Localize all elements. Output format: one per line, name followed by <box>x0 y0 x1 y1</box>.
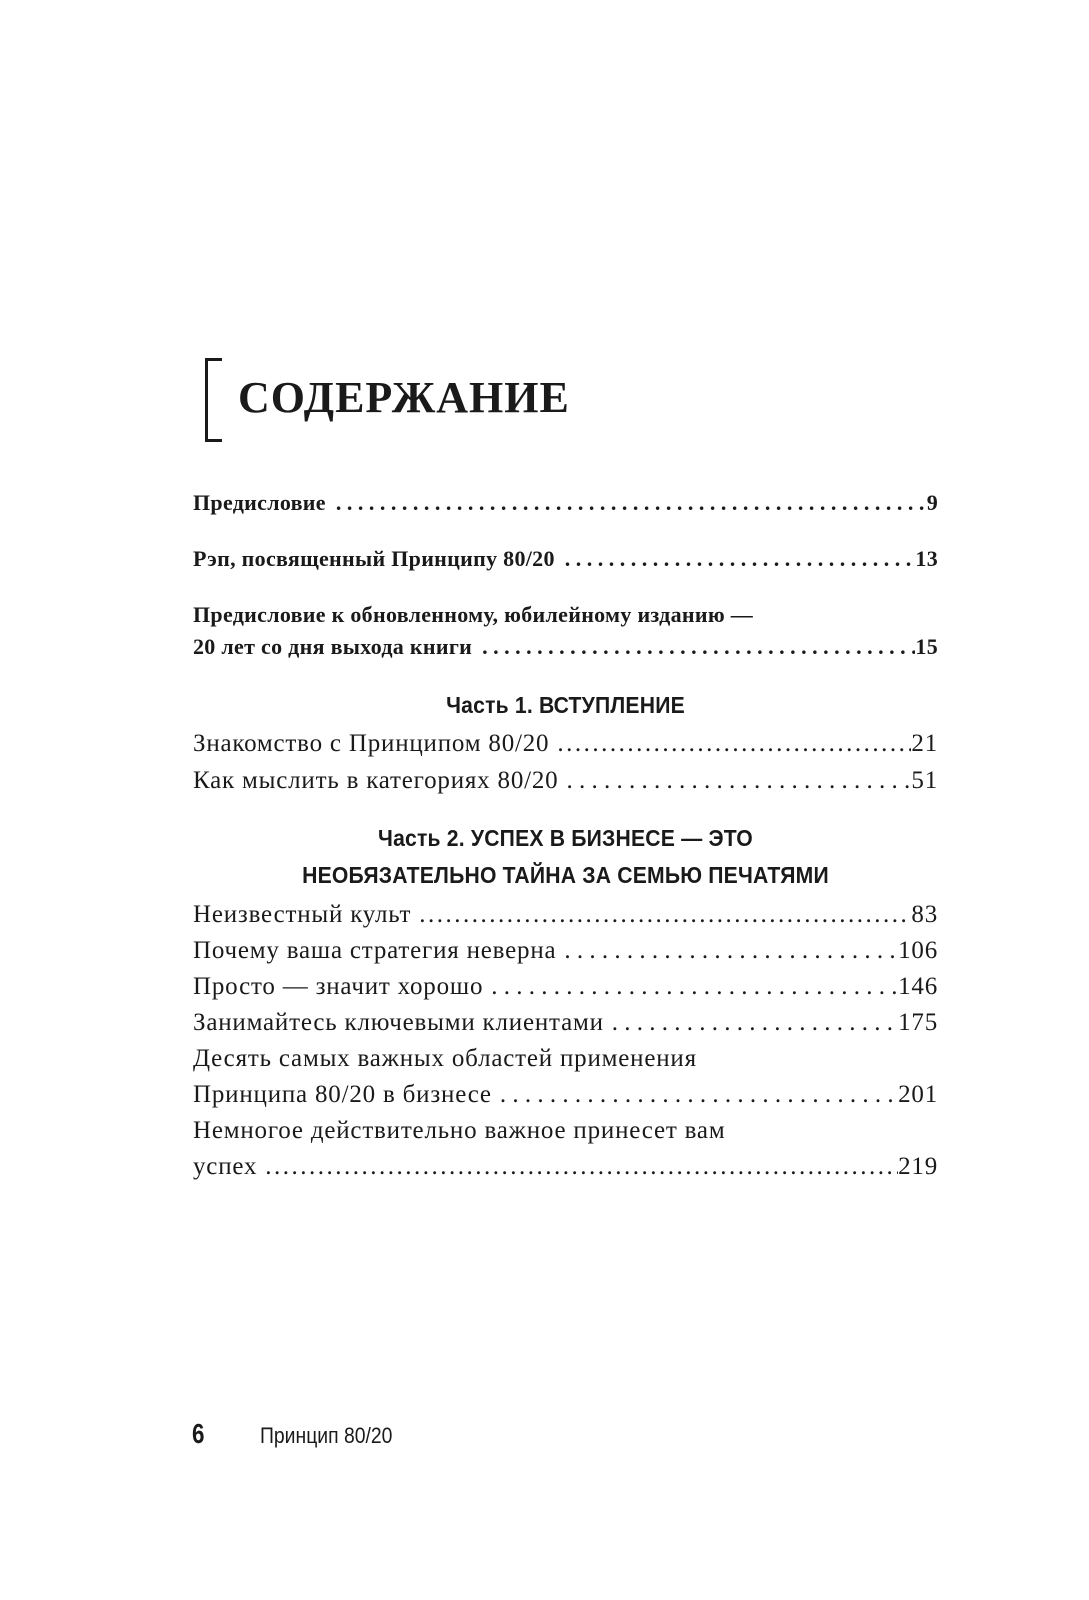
toc-entry-title: Принципа 80/20 в бизнесе <box>193 1081 492 1108</box>
toc-entry-page: 175 <box>898 1009 938 1036</box>
toc-entry-page: 146 <box>898 973 938 1000</box>
toc-entry[interactable] <box>193 730 938 758</box>
dot-leader <box>556 937 898 965</box>
toc-entry[interactable] <box>193 937 938 965</box>
toc-entry-page: 83 <box>911 901 938 928</box>
dot-leader <box>472 634 915 660</box>
toc-entry-page: 201 <box>898 1081 938 1108</box>
dot-leader <box>257 1153 898 1181</box>
toc-entry-title-line[interactable]: Немногое действительно важное принесет вам <box>193 1117 726 1144</box>
toc-entry[interactable] <box>193 634 938 660</box>
dot-leader <box>483 973 898 1001</box>
dot-leader <box>549 730 911 758</box>
toc-entry[interactable] <box>193 1081 938 1109</box>
toc-entry-page: 219 <box>898 1153 938 1180</box>
toc-entry-title: Как мыслить в категориях 80/20 <box>193 767 559 794</box>
toc-entry-page: 106 <box>898 937 938 964</box>
part-heading: Часть 2. УСПЕХ В БИЗНЕСЕ — ЭТО <box>378 825 753 851</box>
footer-book-title: Принцип 80/20 <box>260 1423 393 1448</box>
toc-entry[interactable] <box>193 546 938 572</box>
toc-entry[interactable] <box>193 901 938 929</box>
page-title: СОДЕРЖАНИЕ <box>238 373 570 422</box>
part-heading: Часть 1. ВСТУПЛЕНИЕ <box>446 692 685 718</box>
footer-page-number: 6 <box>192 1418 205 1449</box>
toc-entry-title: Занимайтесь ключевыми клиентами <box>193 1009 604 1036</box>
toc-entry-title: Рэп, посвященный Принципу 80/20 <box>193 546 555 571</box>
part-heading: НЕОБЯЗАТЕЛЬНО ТАЙНА ЗА СЕМЬЮ ПЕЧАТЯМИ <box>302 862 829 888</box>
toc-entry-title: Предисловие <box>193 490 326 515</box>
dot-leader <box>604 1009 898 1037</box>
heading-bracket <box>205 358 222 442</box>
dot-leader <box>555 546 916 572</box>
toc-entry-title-line[interactable]: Десять самых важных областей применения <box>193 1045 697 1072</box>
toc-entry-title: 20 лет со дня выхода книги <box>193 634 473 659</box>
toc-entry[interactable] <box>193 1153 938 1181</box>
toc-entry[interactable] <box>193 767 938 795</box>
toc-entry-title-line[interactable]: Предисловие к обновленному, юбилейному изданию — <box>193 602 754 627</box>
toc-entry-page: 21 <box>911 730 938 757</box>
toc-entry-page: 15 <box>915 634 938 659</box>
toc-entry-page: 13 <box>915 546 938 571</box>
toc-entry[interactable] <box>193 973 938 1001</box>
toc-entry-page: 51 <box>911 767 938 794</box>
dot-leader <box>411 901 911 929</box>
dot-leader <box>326 490 927 516</box>
toc-entry-title: Знакомство с Принципом 80/20 <box>193 730 550 757</box>
toc-entry-page: 9 <box>926 490 938 515</box>
toc-entry-title: Просто — значит хорошо <box>193 973 484 1000</box>
toc-entry[interactable] <box>193 490 938 516</box>
dot-leader <box>492 1081 898 1109</box>
toc-entry-title: Неизвестный культ <box>193 901 412 928</box>
dot-leader <box>558 767 911 795</box>
toc-entry[interactable] <box>193 1009 938 1037</box>
toc-entry-title: успех <box>193 1153 258 1180</box>
toc-entry-title: Почему ваша стратегия неверна <box>193 937 557 964</box>
